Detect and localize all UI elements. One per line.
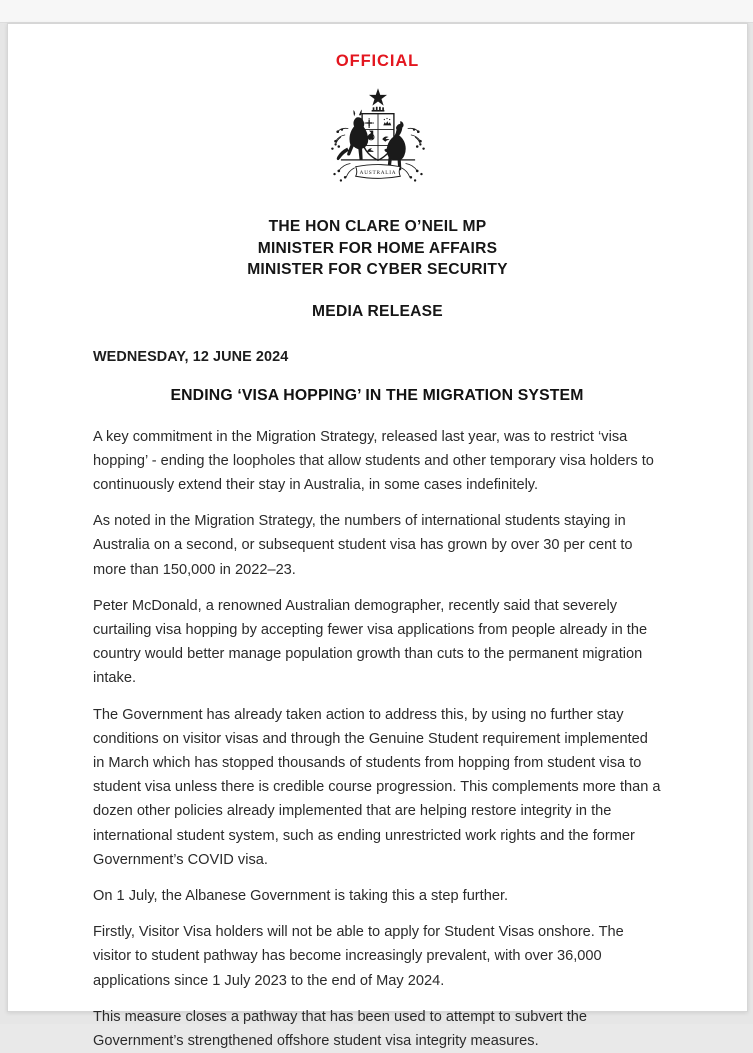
document-type-label: MEDIA RELEASE (8, 303, 747, 321)
paragraph: A key commitment in the Migration Strategy, released last year, was to restrict ‘visa hopping’ - ending the loopholes that allow students and other temporary visa holders to continuously extend their stay in Australia, in some cases indefinitely. (93, 425, 661, 498)
minister-portfolio-cyber-security: MINISTER FOR CYBER SECURITY (8, 259, 747, 281)
document-page (7, 23, 748, 1012)
paragraph: Peter McDonald, a renowned Australian demographer, recently said that severely curtailing visa hopping by accepting fewer visa applications from people already in the country would better manage population growth than cuts to the permanent migration intake. (93, 594, 661, 691)
paragraph: On 1 July, the Albanese Government is taking this a step further. (93, 884, 661, 908)
paragraph: As noted in the Migration Strategy, the numbers of international students staying in Australia on a second, or subsequent student visa has grown by over 30 per cent to more than 150,000 in 2022–23. (93, 509, 661, 582)
paragraph: This measure closes a pathway that has been used to attempt to subvert the Government’s strengthened offshore student visa integrity measures. (93, 1005, 661, 1053)
body-paragraphs (93, 425, 661, 1053)
release-date: WEDNESDAY, 12 JUNE 2024 (93, 349, 661, 365)
crest-scroll-label: AUSTRALIA (359, 170, 396, 176)
window-top-strip (0, 0, 753, 23)
minister-title-block (8, 216, 747, 281)
coat-of-arms-icon (8, 84, 747, 190)
document-body-region (8, 349, 747, 1053)
page-content (8, 52, 747, 1039)
minister-portfolio-home-affairs: MINISTER FOR HOME AFFAIRS (8, 238, 747, 260)
minister-name: THE HON CLARE O’NEIL MP (8, 216, 747, 238)
paragraph: Firstly, Visitor Visa holders will not be able to apply for Student Visas onshore. The visitor to student pathway has become increasingly prevalent, with over 36,000 applications since 1 July 2023 to the end of May 2024. (93, 920, 661, 993)
page-title: ENDING ‘VISA HOPPING’ IN THE MIGRATION SYSTEM (93, 387, 661, 405)
security-marking: OFFICIAL (8, 52, 747, 71)
paragraph: The Government has already taken action to address this, by using no further stay conditions on visitor visas and through the Genuine Student requirement implemented in March which has stopped thousands of students from hopping from student visa to student visa unless there is credible course progression. This complements more than a dozen other policies already implemented that are helping restore integrity in the international student system, such as ending unrestricted work rights and the former Government’s COVID visa. (93, 703, 661, 872)
